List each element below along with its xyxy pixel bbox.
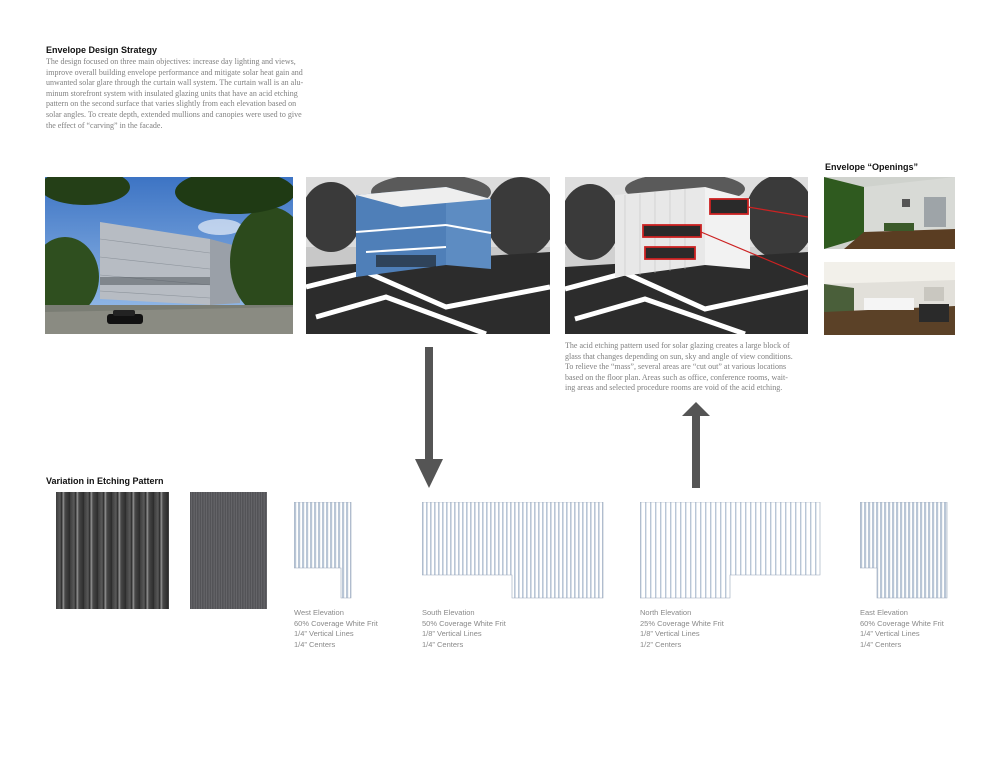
blue-rendering [306,177,550,334]
down-arrow-icon [414,347,444,489]
caption-line: The acid etching pattern used for solar glazing creates a large block of [565,341,790,350]
elevation-lines: 1/8” Vertical Lines [640,629,700,638]
elevation-name: North Elevation [640,608,692,617]
elevation-lines: 1/4” Vertical Lines [294,629,354,638]
strategy-line: minum storefront system with insulated glazing units that have an acid etching [46,88,298,98]
strategy-line: solar angles. To create depth, extended mullions and canopies were used to give [46,109,302,119]
north-elevation-diagram [640,502,821,599]
elevation-centers: 1/4” Centers [860,639,902,649]
strategy-line: the effect of “carving” in the facade. [46,120,163,130]
etching-caption [565,341,825,394]
elevation-name: West Elevation [294,608,344,617]
elevation-centers: 1/4” Centers [422,639,464,649]
elevation-lines: 1/4” Vertical Lines [860,629,920,638]
openings-title: Envelope “Openings” [825,162,919,172]
caption-line: ing areas and selected procedure rooms are void of the acid etching. [565,383,783,392]
elevation-coverage: 25% Coverage White Frit [640,618,724,628]
white-rendering [565,177,808,334]
west-elevation-label [294,608,378,650]
elevation-lines: 1/8” Vertical Lines [422,629,482,638]
north-elevation-label [640,608,724,650]
caption-line: glass that changes depending on sun, sky and angle of view conditions. [565,351,793,361]
etching-sample-fine [190,492,267,609]
building-photo [45,177,293,334]
strategy-line: improve overall building envelope performance and mitigate solar heat gain and [46,67,303,77]
elevation-centers: 1/2” Centers [640,639,682,649]
strategy-line: The design focused on three main objectives: increase day lighting and views, [46,57,296,66]
caption-line: based on the floor plan. Areas such as office, conference rooms, wait- [565,372,788,382]
caption-line: To relieve the “mass”, several areas are “cut out” at various locations [565,362,787,371]
strategy-line: unwanted solar glare through the curtain wall system. The curtain wall is an alu- [46,78,304,88]
up-arrow-icon [681,402,711,488]
elevation-coverage: 50% Coverage White Frit [422,618,506,628]
interior-photo-1 [824,177,955,249]
elevation-centers: 1/4” Centers [294,639,336,649]
strategy-line: pattern on the second surface that varies slightly from each elevation based on [46,99,297,109]
strategy-paragraph [46,57,346,131]
elevation-name: South Elevation [422,608,475,617]
interior-photo-2 [824,262,955,335]
east-elevation-label [860,608,944,650]
elevation-coverage: 60% Coverage White Frit [294,618,378,628]
west-elevation-diagram [294,502,352,599]
east-elevation-diagram [860,502,948,599]
south-elevation-label [422,608,506,650]
strategy-title: Envelope Design Strategy [46,45,158,55]
variation-title: Variation in Etching Pattern [46,476,164,486]
etching-sample-coarse [56,492,169,609]
elevation-coverage: 60% Coverage White Frit [860,618,944,628]
elevation-name: East Elevation [860,608,908,617]
south-elevation-diagram [422,502,604,599]
